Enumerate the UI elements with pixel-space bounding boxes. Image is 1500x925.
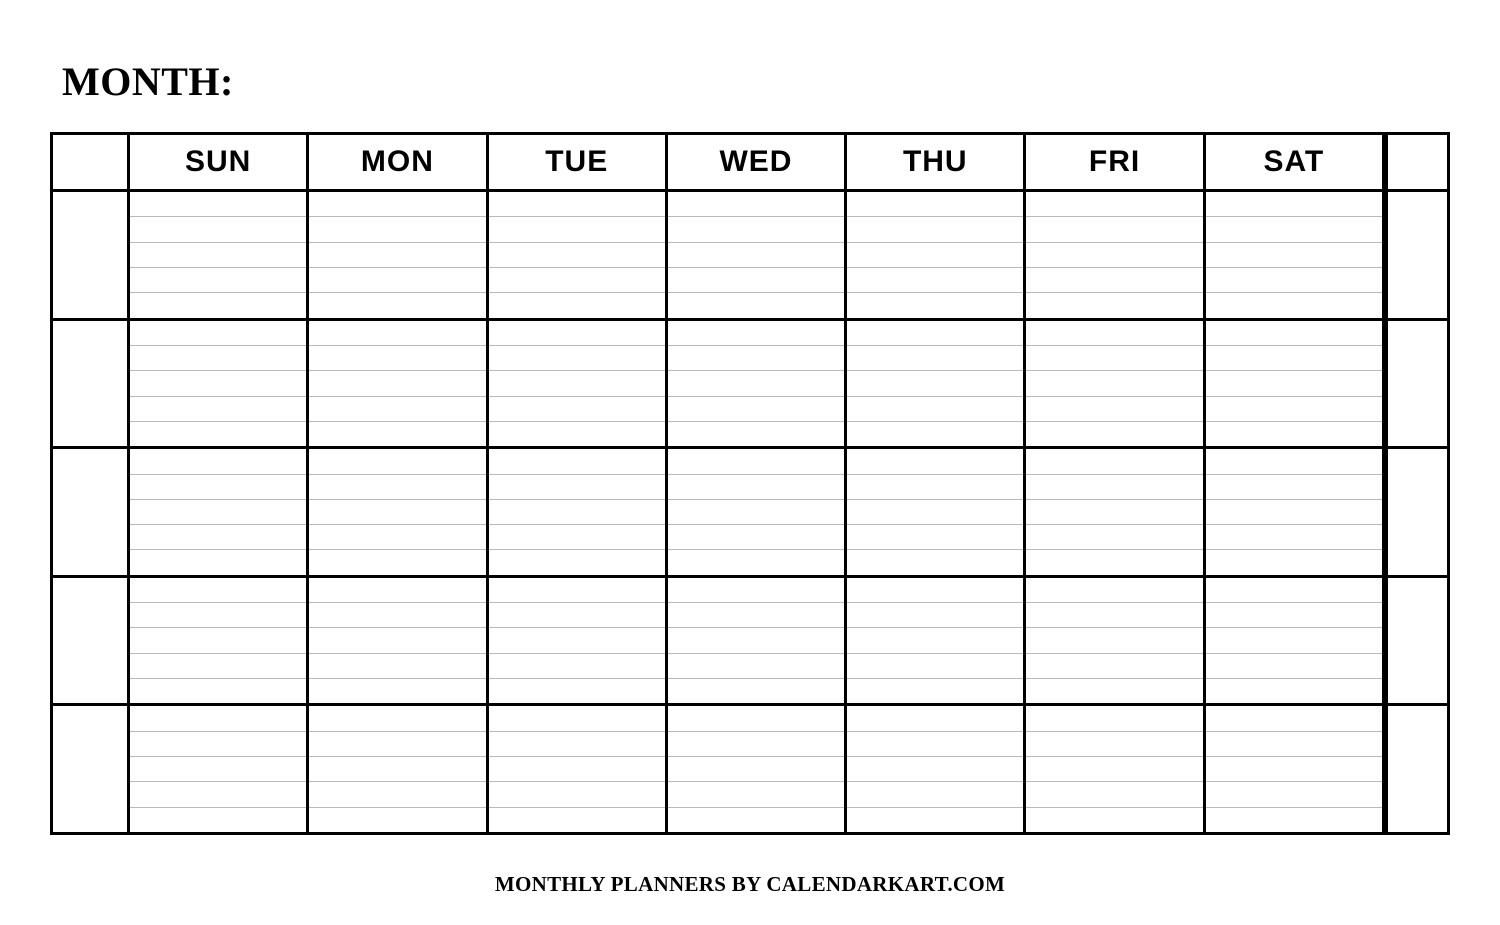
rule-line xyxy=(1026,500,1202,525)
rule-line xyxy=(668,371,844,396)
calendar-week-row xyxy=(53,321,1447,450)
rule-line xyxy=(309,321,485,346)
row-right-margin-cell xyxy=(1385,449,1447,575)
rule-line xyxy=(130,732,306,757)
rule-line xyxy=(668,808,844,832)
rule-line xyxy=(668,293,844,317)
rule-line xyxy=(489,243,665,268)
rule-line xyxy=(130,500,306,525)
day-cell-fri[interactable] xyxy=(1026,449,1205,575)
rule-line xyxy=(668,732,844,757)
rule-line xyxy=(668,654,844,679)
rule-line xyxy=(668,525,844,550)
rule-line xyxy=(668,449,844,474)
rule-line xyxy=(130,808,306,832)
cell-rule-lines xyxy=(1026,192,1202,318)
rule-line xyxy=(309,525,485,550)
rule-line xyxy=(130,782,306,807)
rule-line xyxy=(668,243,844,268)
cell-rule-lines xyxy=(489,706,665,832)
rule-line xyxy=(309,757,485,782)
rule-line xyxy=(1026,475,1202,500)
weekday-label: MON xyxy=(360,145,434,178)
rule-line xyxy=(130,757,306,782)
rule-line xyxy=(847,449,1023,474)
cell-rule-lines xyxy=(847,449,1023,575)
rule-line xyxy=(130,578,306,603)
rule-line xyxy=(668,550,844,574)
rule-line xyxy=(489,706,665,731)
day-cell-sat[interactable] xyxy=(1206,321,1385,447)
rule-line xyxy=(1026,525,1202,550)
rule-line xyxy=(1026,268,1202,293)
rule-line xyxy=(489,449,665,474)
cell-rule-lines xyxy=(1206,706,1382,832)
rule-line xyxy=(130,321,306,346)
footer-credit: MONTHLY PLANNERS BY CALENDARKART.COM xyxy=(494,872,1006,896)
calendar-grid xyxy=(50,132,1450,835)
rule-line xyxy=(847,397,1023,422)
rule-line xyxy=(847,268,1023,293)
rule-line xyxy=(489,654,665,679)
rule-line xyxy=(309,782,485,807)
header-left-margin-cell xyxy=(53,135,130,189)
rule-line xyxy=(309,654,485,679)
rule-line xyxy=(130,422,306,446)
rule-line xyxy=(130,346,306,371)
rule-line xyxy=(1026,757,1202,782)
day-cell-sat[interactable] xyxy=(1206,449,1385,575)
rule-line xyxy=(1206,500,1382,525)
header-right-margin-cell xyxy=(1385,135,1447,189)
day-cell-thu[interactable] xyxy=(847,449,1026,575)
row-left-margin-cell xyxy=(53,578,130,704)
rule-line xyxy=(489,475,665,500)
rule-line xyxy=(668,706,844,731)
rule-line xyxy=(668,757,844,782)
rule-line xyxy=(489,578,665,603)
cell-rule-lines xyxy=(309,706,485,832)
rule-line xyxy=(489,321,665,346)
rule-line xyxy=(1206,268,1382,293)
day-cell-thu[interactable] xyxy=(847,706,1026,832)
rule-line xyxy=(130,679,306,703)
day-cell-wed[interactable] xyxy=(668,192,847,318)
row-left-margin-cell xyxy=(53,449,130,575)
rule-line xyxy=(847,732,1023,757)
day-cell-sat[interactable] xyxy=(1206,578,1385,704)
rule-line xyxy=(847,808,1023,832)
row-left-margin-cell xyxy=(53,706,130,832)
rule-line xyxy=(1026,706,1202,731)
rule-line xyxy=(1026,321,1202,346)
calendar-week-rows xyxy=(53,192,1447,832)
rule-line xyxy=(668,192,844,217)
rule-line xyxy=(489,679,665,703)
rule-line xyxy=(1206,628,1382,653)
rule-line xyxy=(309,397,485,422)
rule-line xyxy=(1206,525,1382,550)
cell-rule-lines xyxy=(309,578,485,704)
rule-line xyxy=(847,782,1023,807)
rule-line xyxy=(309,192,485,217)
day-cell-fri[interactable] xyxy=(1026,321,1205,447)
rule-line xyxy=(668,679,844,703)
rule-line xyxy=(1206,732,1382,757)
rule-line xyxy=(130,449,306,474)
row-right-margin-cell xyxy=(1385,706,1447,832)
rule-line xyxy=(309,217,485,242)
rule-line xyxy=(489,500,665,525)
rule-line xyxy=(1026,192,1202,217)
rule-line xyxy=(847,603,1023,628)
cell-rule-lines xyxy=(309,449,485,575)
rule-line xyxy=(1206,449,1382,474)
row-right-margin-cell xyxy=(1385,192,1447,318)
weekday-header-fri xyxy=(1026,135,1205,189)
rule-line xyxy=(130,706,306,731)
rule-line xyxy=(489,603,665,628)
rule-line xyxy=(489,422,665,446)
rule-line xyxy=(489,782,665,807)
rule-line xyxy=(130,217,306,242)
rule-line xyxy=(1206,321,1382,346)
day-cell-sun[interactable] xyxy=(130,578,309,704)
rule-line xyxy=(309,268,485,293)
rule-line xyxy=(130,550,306,574)
rule-line xyxy=(1026,422,1202,446)
weekday-header-sat xyxy=(1206,135,1385,189)
day-cell-tue[interactable] xyxy=(489,706,668,832)
cell-rule-lines xyxy=(489,192,665,318)
rule-line xyxy=(130,525,306,550)
rule-line xyxy=(309,706,485,731)
day-cell-wed[interactable] xyxy=(668,578,847,704)
rule-line xyxy=(489,397,665,422)
rule-line xyxy=(1206,192,1382,217)
day-cell-mon[interactable] xyxy=(309,321,488,447)
rule-line xyxy=(847,371,1023,396)
calendar-week-row xyxy=(53,578,1447,707)
cell-rule-lines xyxy=(847,578,1023,704)
rule-line xyxy=(847,578,1023,603)
cell-rule-lines xyxy=(1206,192,1382,318)
weekday-label: TUE xyxy=(545,145,609,178)
rule-line xyxy=(1026,550,1202,574)
rule-line xyxy=(847,293,1023,317)
rule-line xyxy=(1026,782,1202,807)
rule-line xyxy=(489,217,665,242)
rule-line xyxy=(847,757,1023,782)
rule-line xyxy=(1206,782,1382,807)
weekday-header-tue xyxy=(489,135,668,189)
rule-line xyxy=(1206,706,1382,731)
rule-line xyxy=(309,449,485,474)
day-cell-mon[interactable] xyxy=(309,449,488,575)
cell-rule-lines xyxy=(130,321,306,447)
rule-line xyxy=(1206,550,1382,574)
rule-line xyxy=(309,808,485,832)
day-cell-fri[interactable] xyxy=(1026,706,1205,832)
rule-line xyxy=(309,243,485,268)
rule-line xyxy=(489,293,665,317)
rule-line xyxy=(309,603,485,628)
row-left-margin-cell xyxy=(53,321,130,447)
cell-rule-lines xyxy=(309,321,485,447)
day-cell-wed[interactable] xyxy=(668,706,847,832)
rule-line xyxy=(847,500,1023,525)
cell-rule-lines xyxy=(1026,321,1202,447)
rule-line xyxy=(1026,628,1202,653)
rule-line xyxy=(309,371,485,396)
rule-line xyxy=(489,732,665,757)
rule-line xyxy=(489,628,665,653)
rule-line xyxy=(668,217,844,242)
rule-line xyxy=(489,371,665,396)
day-cell-wed[interactable] xyxy=(668,321,847,447)
rule-line xyxy=(1026,808,1202,832)
rule-line xyxy=(1026,578,1202,603)
rule-line xyxy=(489,550,665,574)
cell-rule-lines xyxy=(1026,578,1202,704)
rule-line xyxy=(130,654,306,679)
day-cell-mon[interactable] xyxy=(309,578,488,704)
day-cell-mon[interactable] xyxy=(309,192,488,318)
rule-line xyxy=(130,243,306,268)
day-cell-sun[interactable] xyxy=(130,192,309,318)
rule-line xyxy=(130,268,306,293)
weekday-header-wed xyxy=(668,135,847,189)
cell-rule-lines xyxy=(489,321,665,447)
weekday-header-row xyxy=(53,135,1447,192)
rule-line xyxy=(668,475,844,500)
rule-line xyxy=(1206,654,1382,679)
row-right-margin-cell xyxy=(1385,578,1447,704)
cell-rule-lines xyxy=(847,192,1023,318)
day-cell-sat[interactable] xyxy=(1206,192,1385,318)
rule-line xyxy=(1206,475,1382,500)
day-cell-sun[interactable] xyxy=(130,321,309,447)
cell-rule-lines xyxy=(847,706,1023,832)
rule-line xyxy=(668,268,844,293)
rule-line xyxy=(1026,732,1202,757)
rule-line xyxy=(847,679,1023,703)
day-cell-sun[interactable] xyxy=(130,449,309,575)
day-cell-thu[interactable] xyxy=(847,578,1026,704)
rule-line xyxy=(1206,346,1382,371)
cell-rule-lines xyxy=(309,192,485,318)
rule-line xyxy=(668,628,844,653)
day-cell-tue[interactable] xyxy=(489,578,668,704)
weekday-label: WED xyxy=(719,145,793,178)
rule-line xyxy=(668,782,844,807)
cell-rule-lines xyxy=(668,449,844,575)
day-cell-tue[interactable] xyxy=(489,192,668,318)
rule-line xyxy=(668,603,844,628)
calendar-week-row xyxy=(53,449,1447,578)
rule-line xyxy=(1206,397,1382,422)
cell-rule-lines xyxy=(1206,578,1382,704)
rule-line xyxy=(1026,679,1202,703)
rule-line xyxy=(1026,346,1202,371)
rule-line xyxy=(847,475,1023,500)
weekday-header-sun xyxy=(130,135,309,189)
rule-line xyxy=(847,321,1023,346)
cell-rule-lines xyxy=(489,449,665,575)
rule-line xyxy=(1206,243,1382,268)
cell-rule-lines xyxy=(489,578,665,704)
rule-line xyxy=(130,628,306,653)
rule-line xyxy=(668,422,844,446)
row-left-margin-cell xyxy=(53,192,130,318)
day-cell-sun[interactable] xyxy=(130,706,309,832)
rule-line xyxy=(1206,371,1382,396)
cell-rule-lines xyxy=(130,578,306,704)
rule-line xyxy=(1206,422,1382,446)
rule-line xyxy=(668,346,844,371)
day-cell-tue[interactable] xyxy=(489,321,668,447)
rule-line xyxy=(1026,397,1202,422)
page-title: MONTH: xyxy=(62,59,234,104)
rule-line xyxy=(1026,371,1202,396)
rule-line xyxy=(309,628,485,653)
rule-line xyxy=(1026,449,1202,474)
rule-line xyxy=(847,706,1023,731)
day-cell-wed[interactable] xyxy=(668,449,847,575)
cell-rule-lines xyxy=(130,449,306,575)
rule-line xyxy=(847,654,1023,679)
rule-line xyxy=(130,371,306,396)
cell-rule-lines xyxy=(668,706,844,832)
rule-line xyxy=(309,346,485,371)
rule-line xyxy=(309,500,485,525)
rule-line xyxy=(668,397,844,422)
cell-rule-lines xyxy=(130,192,306,318)
rule-line xyxy=(1206,293,1382,317)
rule-line xyxy=(668,578,844,603)
cell-rule-lines xyxy=(668,192,844,318)
rule-line xyxy=(1206,578,1382,603)
rule-line xyxy=(1026,654,1202,679)
rule-line xyxy=(489,192,665,217)
rule-line xyxy=(1206,808,1382,832)
rule-line xyxy=(1206,757,1382,782)
rule-line xyxy=(489,808,665,832)
rule-line xyxy=(130,603,306,628)
day-cell-tue[interactable] xyxy=(489,449,668,575)
cell-rule-lines xyxy=(1206,321,1382,447)
rule-line xyxy=(309,293,485,317)
rule-line xyxy=(847,550,1023,574)
day-cell-fri[interactable] xyxy=(1026,192,1205,318)
weekday-header-mon xyxy=(309,135,488,189)
rule-line xyxy=(847,422,1023,446)
weekday-label: SAT xyxy=(1263,145,1325,178)
rule-line xyxy=(1206,679,1382,703)
cell-rule-lines xyxy=(1206,449,1382,575)
rule-line xyxy=(668,500,844,525)
cell-rule-lines xyxy=(847,321,1023,447)
rule-line xyxy=(1026,293,1202,317)
rule-line xyxy=(130,475,306,500)
calendar-week-row xyxy=(53,706,1447,832)
rule-line xyxy=(309,679,485,703)
cell-rule-lines xyxy=(668,321,844,447)
rule-line xyxy=(489,757,665,782)
weekday-label: FRI xyxy=(1088,145,1141,178)
weekday-label: THU xyxy=(902,145,968,178)
day-cell-thu[interactable] xyxy=(847,192,1026,318)
rule-line xyxy=(847,346,1023,371)
weekday-header-thu xyxy=(847,135,1026,189)
cell-rule-lines xyxy=(130,706,306,832)
rule-line xyxy=(130,397,306,422)
rule-line xyxy=(309,475,485,500)
rule-line xyxy=(309,732,485,757)
day-cell-mon[interactable] xyxy=(309,706,488,832)
rule-line xyxy=(1026,217,1202,242)
rule-line xyxy=(1206,217,1382,242)
rule-line xyxy=(1026,603,1202,628)
rule-line xyxy=(489,525,665,550)
rule-line xyxy=(847,217,1023,242)
row-right-margin-cell xyxy=(1385,321,1447,447)
rule-line xyxy=(847,243,1023,268)
rule-line xyxy=(489,268,665,293)
calendar-week-row xyxy=(53,192,1447,321)
rule-line xyxy=(309,578,485,603)
rule-line xyxy=(847,628,1023,653)
rule-line xyxy=(668,321,844,346)
rule-line xyxy=(489,346,665,371)
rule-line xyxy=(1026,243,1202,268)
cell-rule-lines xyxy=(668,578,844,704)
rule-line xyxy=(130,192,306,217)
day-cell-thu[interactable] xyxy=(847,321,1026,447)
rule-line xyxy=(130,293,306,317)
rule-line xyxy=(847,525,1023,550)
day-cell-fri[interactable] xyxy=(1026,578,1205,704)
day-cell-sat[interactable] xyxy=(1206,706,1385,832)
rule-line xyxy=(1206,603,1382,628)
cell-rule-lines xyxy=(1026,706,1202,832)
rule-line xyxy=(309,550,485,574)
rule-line xyxy=(847,192,1023,217)
rule-line xyxy=(309,422,485,446)
weekday-label: SUN xyxy=(184,145,252,178)
cell-rule-lines xyxy=(1026,449,1202,575)
